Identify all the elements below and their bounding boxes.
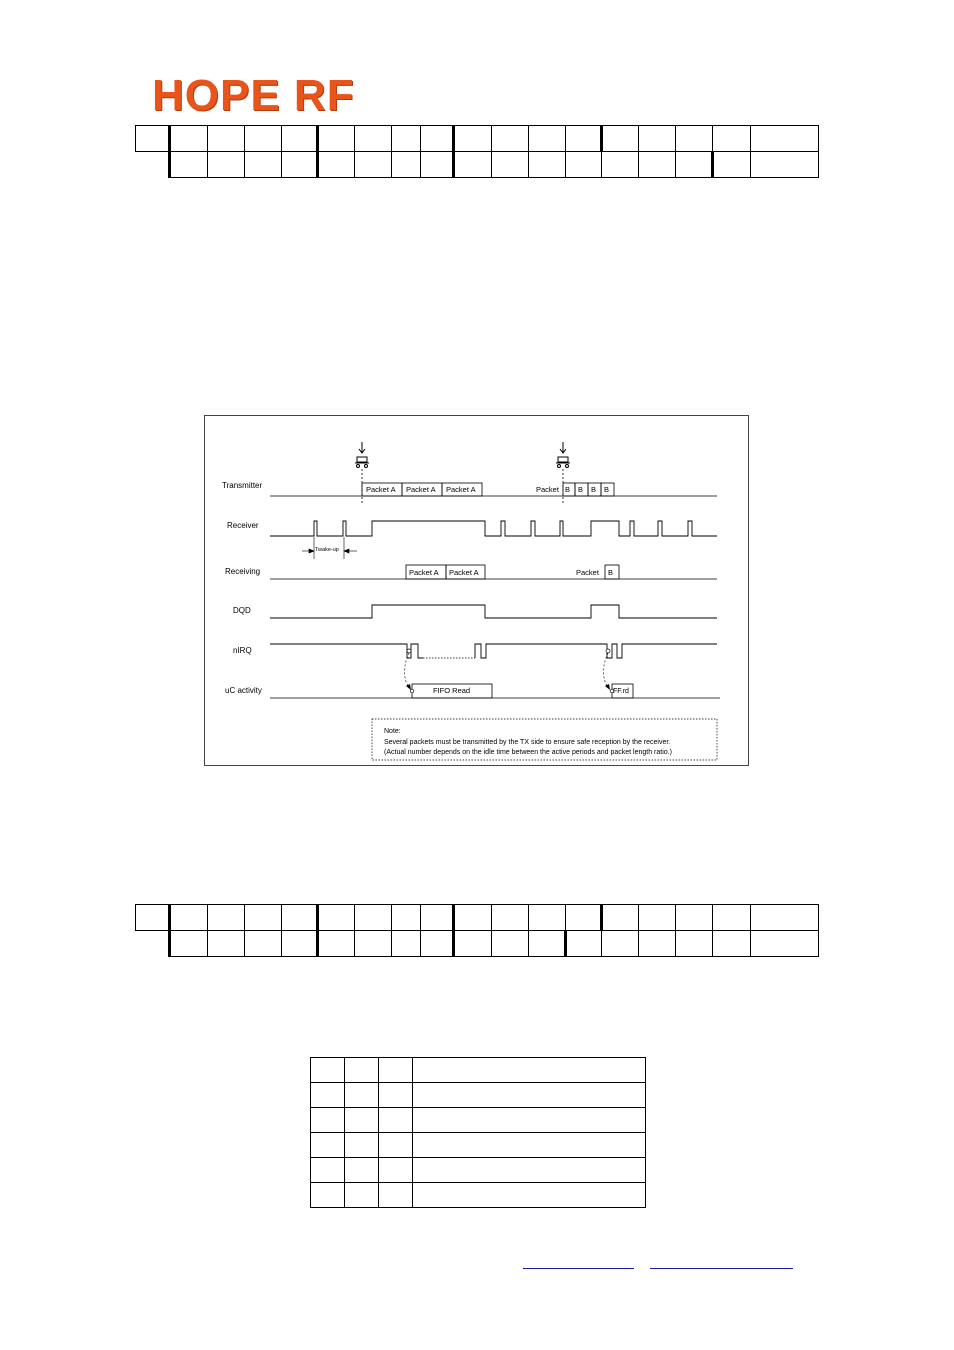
tx-b-seg-2: B	[578, 485, 584, 494]
signal-label-nirq: nIRQ	[233, 646, 252, 655]
rx-packet-b-label: Packet	[576, 568, 599, 577]
note-line-1: Several packets must be transmitted by the TX side to ensure safe reception by the receiver.	[384, 739, 671, 746]
table-row	[311, 1083, 646, 1108]
signal-label-dqd: DQD	[233, 606, 251, 615]
table-row	[311, 1108, 646, 1133]
signal-label-receiving: Receiving	[225, 567, 261, 576]
timing-diagram-svg	[205, 416, 750, 767]
tx-packet-a-3: Packet A	[446, 485, 476, 494]
timing-diagram	[204, 415, 749, 766]
register-table-bottom	[135, 904, 819, 957]
trigger-arrow-icon	[355, 442, 369, 468]
fifo-read-label: FIFO Read	[433, 686, 471, 695]
tx-packet-a-1: Packet A	[366, 485, 396, 494]
twakeup-label: Twake-up	[315, 547, 339, 553]
footer-link-2[interactable]	[650, 1256, 793, 1269]
register-table-top	[135, 125, 819, 178]
table-row	[311, 1133, 646, 1158]
note-line-2: (Actual number depends on the idle time between the active periods and packet length ratio.)	[384, 749, 672, 756]
receiver-waveform	[270, 521, 717, 536]
tx-packet-b-label: Packet	[536, 485, 559, 494]
hope-rf-logo: HOPE RF	[152, 71, 355, 120]
fifo-read-short-label: FF.rd	[613, 688, 629, 695]
tx-packet-a-2: Packet A	[406, 485, 436, 494]
rx-packet-a-1: Packet A	[409, 568, 439, 577]
dqd-waveform	[270, 605, 717, 618]
table-row	[311, 1058, 646, 1083]
table-row	[136, 152, 819, 178]
signal-label-uc-activity: uC activity	[225, 686, 262, 695]
config-table	[310, 1057, 646, 1208]
trigger-arrow-icon	[556, 442, 570, 468]
nirq-waveform	[270, 644, 423, 658]
table-row	[136, 905, 819, 931]
tx-b-seg-1: B	[565, 485, 571, 494]
footer-link-1[interactable]	[523, 1256, 634, 1269]
tx-b-seg-4: B	[604, 485, 610, 494]
rx-b: B	[608, 568, 614, 577]
tx-b-seg-3: B	[591, 485, 597, 494]
table-row	[311, 1158, 646, 1183]
rx-packet-a-2: Packet A	[449, 568, 479, 577]
table-row	[311, 1183, 646, 1208]
table-row	[136, 931, 819, 957]
signal-label-transmitter: Transmitter	[222, 481, 263, 490]
signal-label-receiver: Receiver	[227, 521, 259, 530]
note-title: Note:	[384, 728, 401, 735]
table-row	[136, 126, 819, 152]
